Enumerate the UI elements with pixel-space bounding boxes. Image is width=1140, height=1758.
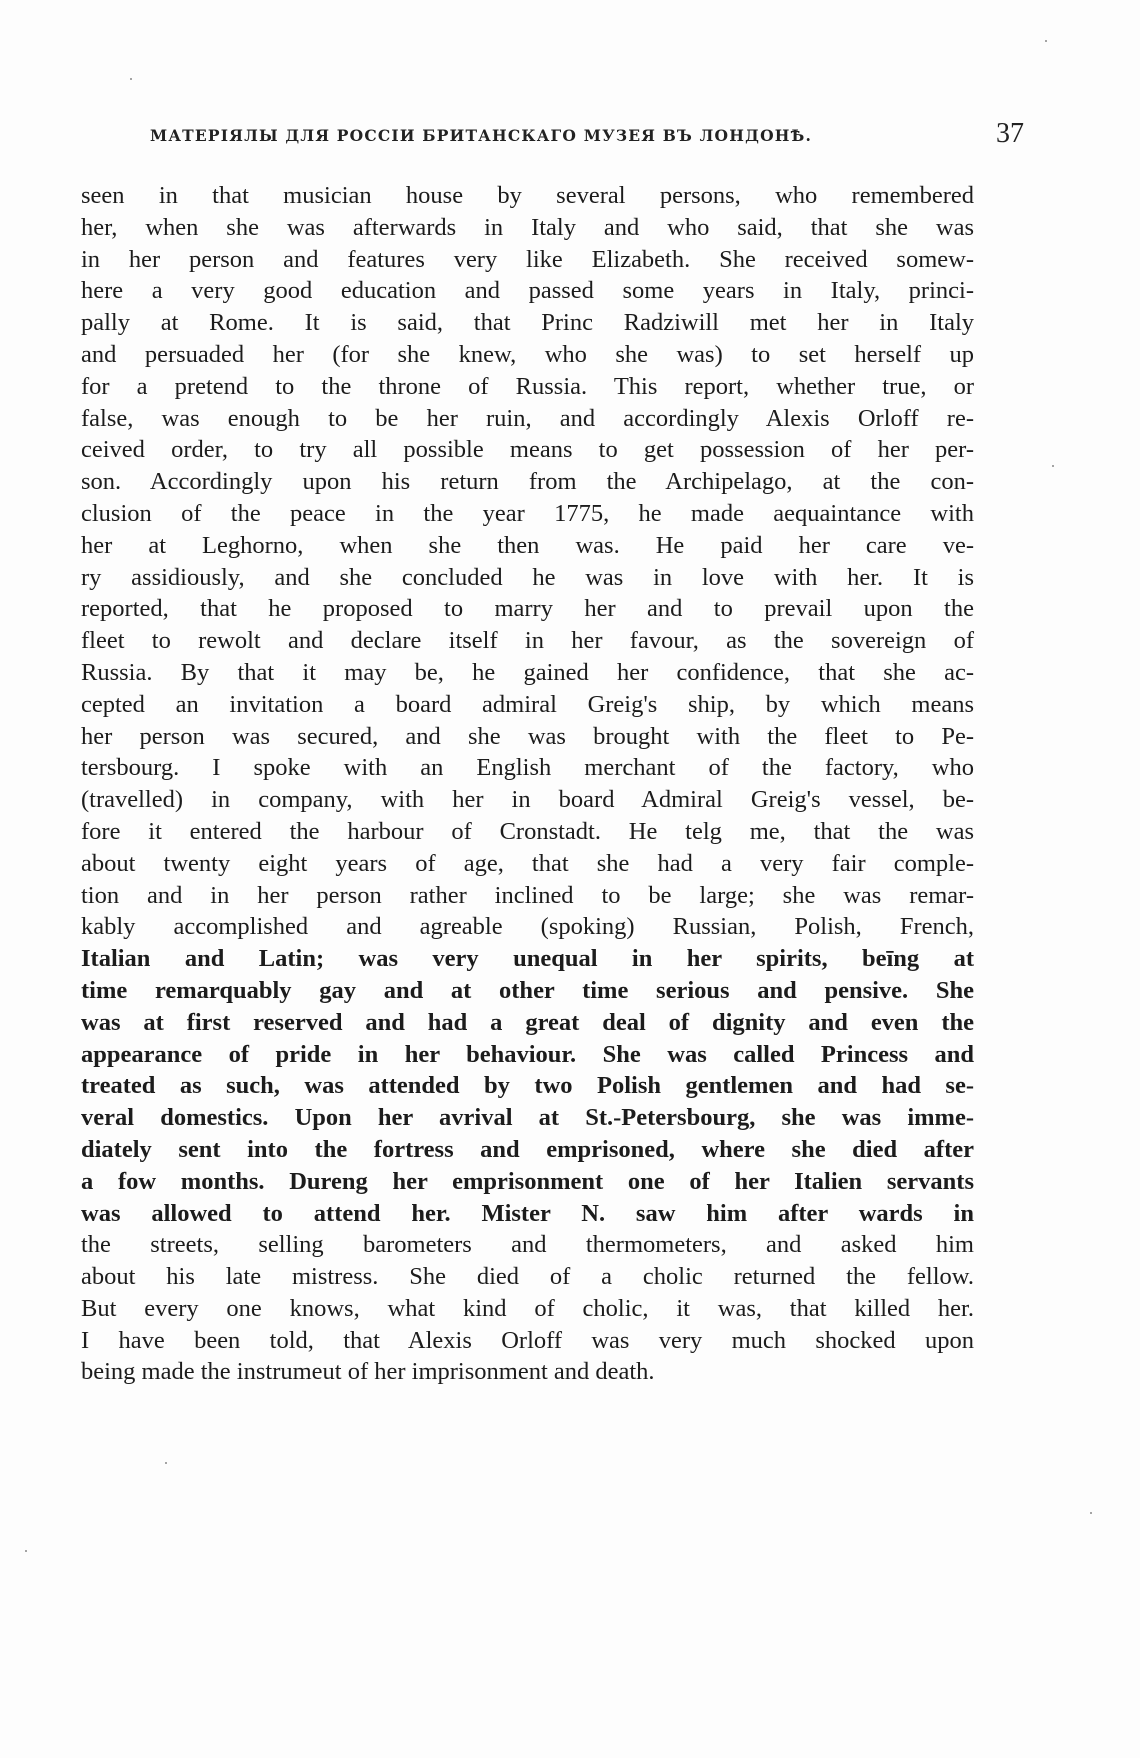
running-title: МАТЕРІЯЛЫ ДЛЯ РОССІИ БРИТАНСКАГО МУЗЕЯ ВЪ ЛОНДОНѢ. [150,126,813,145]
text-line: But every one knows, what kind of cholic, it was, that killed her. [81,1294,974,1322]
text-line: false, was enough to be her ruin, and accordingly Alexis Orloff re- [81,404,974,432]
text-line: seen in that musician house by several persons, who remembered [81,182,974,209]
text-line: cepted an invitation a board admiral Greig's ship, by which means [81,690,974,718]
text-line: being made the instrumeut of her imprisonment and death. [81,1358,655,1386]
text-line: Russia. By that it may be, he gained her confidence, that she ac- [81,658,974,686]
scan-speck [1052,465,1054,467]
text-line: ry assidiously, and she concluded he was in love with her. It is [81,563,974,591]
text-line: fleet to rewolt and declare itself in her favour, as the sovereign of [81,627,974,655]
text-line: was at first reserved and had a great deal of dignity and even the [81,1008,974,1036]
text-line: kably accomplished and agreable (spoking) Russian, Polish, French, [81,913,974,941]
text-line: about his late mistress. She died of a cholic returned the fellow. [81,1263,974,1291]
text-line: clusion of the peace in the year 1775, he made aequaintance with [81,499,974,527]
text-line: ceived order, to try all possible means to get possession of her per- [81,436,974,464]
text-line: for a pretend to the throne of Russia. This report, whether true, or [81,372,974,400]
text-line: the streets, selling barometers and thermometers, and asked him [81,1231,974,1259]
text-line: here a very good education and passed some years in Italy, princi- [81,277,974,305]
text-line: time remarquably gay and at other time serious and pensive. She [81,976,974,1004]
text-line: about twenty eight years of age, that she had a very fair comple- [81,849,974,877]
scan-speck [1045,40,1047,42]
running-head [90,118,1030,158]
text-line: appearance of pride in her behaviour. She was called Princess and [81,1040,974,1068]
text-line: treated as such, was attended by two Polish gentlemen and had se- [81,1072,974,1100]
text-line: her, when she was afterwards in Italy and who said, that she was [81,213,974,241]
text-line: was allowed to attend her. Mister N. saw him after wards in [81,1199,974,1227]
text-line: reported, that he proposed to marry her and to prevail upon the [81,595,974,623]
text-line: tion and in her person rather inclined to be large; she was remar- [81,881,974,909]
text-line: pally at Rome. It is said, that Princ Radziwill met her in Italy [81,309,974,337]
text-line: Italian and Latin; was very unequal in her spirits, beīng at [81,945,974,973]
text-line: diately sent into the fortress and emprisoned, where she died after [81,1135,974,1163]
text-line: her at Leghorno, when she then was. He paid her care ve- [81,531,974,559]
page-number: 37 [996,118,1024,149]
text-line: fore it entered the harbour of Cronstadt. He telg me, that the was [81,817,974,845]
scan-speck [25,1550,27,1552]
scan-speck [1090,1512,1092,1514]
text-line: in her person and features very like Elizabeth. She received somew- [81,245,974,273]
text-line: tersbourg. I spoke with an English merchant of the factory, who [81,754,974,782]
body-text [81,180,974,1388]
text-line: a fow months. Dureng her emprisonment one of her Italien servants [81,1167,974,1195]
text-line: veral domestics. Upon her avrival at St.-Petersbourg, she was imme- [81,1104,974,1132]
scan-speck [130,78,132,80]
text-line: I have been told, that Alexis Orloff was very much shocked upon [81,1326,974,1354]
text-line: and persuaded her (for she knew, who she was) to set herself up [81,340,974,368]
scan-speck [165,1462,167,1464]
text-line: (travelled) in company, with her in board Admiral Greig's vessel, be- [81,786,974,814]
text-line: her person was secured, and she was brought with the fleet to Pe- [81,722,974,750]
text-line: son. Accordingly upon his return from the Archipelago, at the con- [81,468,974,496]
